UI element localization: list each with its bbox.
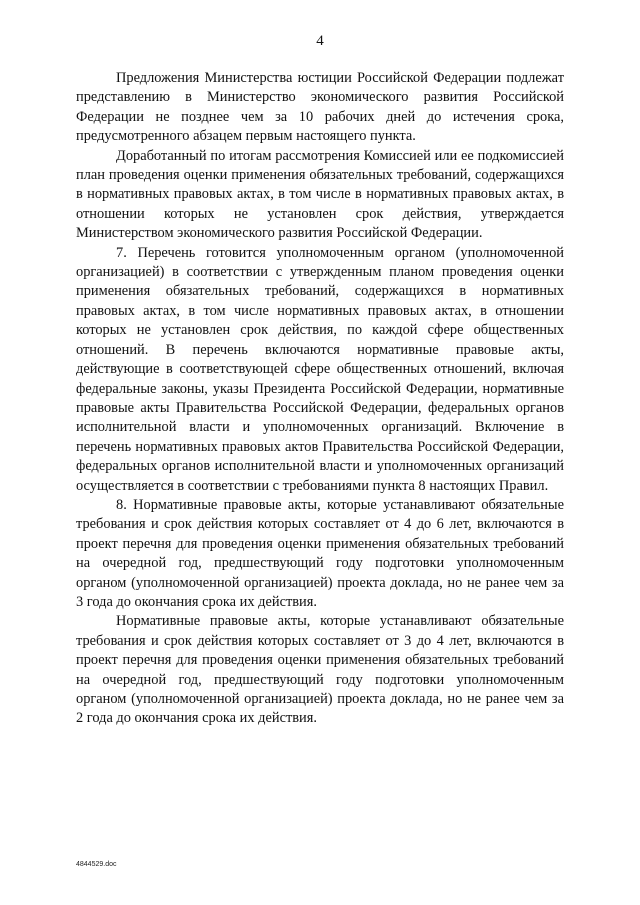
paragraph-item-8-second: Нормативные правовые акты, которые устанавливают обязательные требования и срок действия которых составляет от 3 до 4 лет, включаются в проект перечня для проведения оценки применения обязательных требований на очередной год, предшествующий году подготовки уполномоченным органом (уполномоченной организацией) проекта доклада, но не ранее чем за 2 года до окончания срока их действия. xyxy=(76,613,564,727)
paragraph-item-8: 8. Нормативные правовые акты, которые устанавливают обязательные требования и срок действия которых составляет от 4 до 6 лет, включаются в проект перечня для проведения оценки применения обязательных требований на очередной год, предшествующий году подготовки уполномоченным органом (уполномоченной организацией) проекта доклада, но не ранее чем за 3 года до окончания срока их действия. xyxy=(76,496,564,610)
paragraph-item-7: 7. Перечень готовится уполномоченным органом (уполномоченной организацией) в соответствии с утвержденным планом проведения оценки применения обязательных требований, содержащихся в нормативных правовых актах, в том числе нормативных правовых актах, в отношении которых не установлен срок действия, по каждой сфере общественных отношений. В перечень включаются нормативные правовые акты, действующие в соответствующей сфере общественных отношений, включая федеральные законы, указы Президента Российской Федерации, нормативные правовые акты Правительства Российской Федерации, федеральных органов исполнительной власти и уполномоченных организаций. Включение в перечень нормативных правовых актов Правительства Российской Федерации, федеральных органов исполнительной власти и уполномоченных организаций осуществляется в соответствии с требованиями пункта 8 настоящих Правил. xyxy=(76,244,564,494)
paragraph-justice-proposals: Предложения Министерства юстиции Российской Федерации подлежат представлению в Министерство экономического развития Российской Федерации не позднее чем за 10 рабочих дней до истечения срока, предусмотренного абзацем первым настоящего пункта. xyxy=(76,70,564,145)
page-number: 4 xyxy=(316,33,324,49)
paragraph-plan-approval: Доработанный по итогам рассмотрения Комиссией или ее подкомиссией план проведения оценки применения обязательных требований, содержащихся в нормативных правовых актах, в том числе в нормативных правовых актах, в отношении которых не установлен срок действия, утверждается Министерством экономического развития Российской Федерации. xyxy=(76,147,564,242)
document-file-name: 4844529.doc xyxy=(76,861,117,868)
document-body xyxy=(76,69,564,729)
